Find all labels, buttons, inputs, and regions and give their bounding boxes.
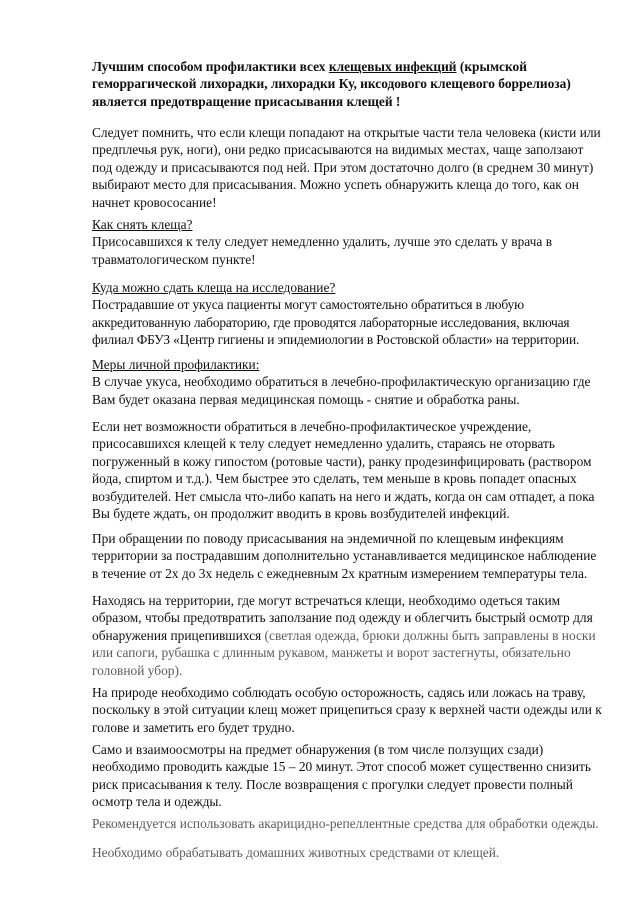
clothing-main-text: Находясь на территории, где могут встречаться клещи, необходимо одеться таким образом, чтобы предотвратить заползание под одежду и облегчить быстрый осмотр для обнаружения прицепившихся <box>92 593 593 643</box>
intro-paragraph <box>92 58 602 110</box>
nature-paragraph: На природе необходимо соблюдать особую осторожность, садясь или ложась на траву, поскольку в этой ситуации клещ может прицепиться сразу к верхней части одежды или к голове и заметить его будет трудно. <box>92 685 602 735</box>
repellent-paragraph: Рекомендуется использовать акарицидно-репеллентные средства для обработки одежды. <box>92 816 599 831</box>
attachment-paragraph: Следует помнить, что если клещи попадают на открытые части тела человека (кисти или предплечья рук, ноги), они редко присасываются на видимых местах, чаще заползают под одежду и присасываются под ней. При этом достаточно долго (в среднем 30 минут) выбирают место для присасывания. Можно успеть обнаружить клеща до того, как он начнет кровососание! <box>92 125 601 210</box>
intro-text-end: (крымской геморрагической лихорадки, лихорадки Ку, иксодового клещевого боррелиоза) является предотвращение присасывания клещей ! <box>92 59 571 109</box>
remove-tick-section <box>92 216 602 268</box>
clothing-note-text: (светлая одежда, брюки должны быть заправлены в носки или сапоги, рубашка с длинным рукавом, манжеты и ворот застегнуты, обязательно головной убор). <box>92 627 596 678</box>
remove-tick-text: Присосавшихся к телу следует немедленно удалить, лучше это сделать у врача в травматологическом пункте! <box>92 234 553 267</box>
remove-tick-heading: Как снять клеща? <box>92 217 193 232</box>
tick-infections-link[interactable]: клещевых инфекций <box>328 59 457 74</box>
lab-heading: Куда можно сдать клеща на исследование? <box>92 280 336 295</box>
observation-paragraph: При обращении по поводу присасывания на эндемичной по клещевым инфекциям территории за пострадавшим дополнительно устанавливается медицинское наблюдение в течение от 2х до 3х недель с ежедневным 2х кратным измерением температуры тела. <box>92 531 597 581</box>
lab-text: Пострадавшие от укуса пациенты могут самостоятельно обратиться в любую аккредитованную лабораторию, где проводятся лабораторные исследования, включая филиал ФБУЗ «Центр гигиены и эпидемиологии в Ростовской области» на территории. <box>92 297 580 348</box>
personal-prevention-section <box>92 356 602 408</box>
intro-text-start: Лучшим способом профилактики всех <box>92 59 329 74</box>
clothing-paragraph <box>92 592 602 679</box>
personal-prevention-heading: Меры личной профилактики: <box>92 357 260 372</box>
lab-section <box>92 279 602 349</box>
inspection-paragraph: Само и взаимоосмотры на предмет обнаружения (в том числе ползущих сзади) необходимо проводить каждые 15 – 20 минут. Этот способ может существенно снизить риск присасывания к телу. После возвращения с прогулки следует провести полный осмотр тела и одежды. <box>92 742 591 810</box>
pets-paragraph: Необходимо обрабатывать домашних животных средствами от клещей. <box>92 845 500 860</box>
personal-prevention-text: В случае укуса, необходимо обратиться в лечебно-профилактическую организацию где Вам будет оказана первая медицинская помощь - снятие и обработка раны. <box>92 374 591 407</box>
no-access-paragraph: Если нет возможности обратиться в лечебно-профилактическое учреждение, присосавшихся клещей к телу следует немедленно удалить, стараясь не оторвать погруженный в кожу гипостом (ротовые части), ранку продезинфицировать (раствором йода, спиртом и т.д.). Чем быстрее это сделать, тем меньше в кровь попадет опасных возбудителей. Нет смысла что-либо капать на него и ждать, когда он сам отпадет, а пока Вы будете ждать, он продолжит вводить в кровь возбудителей инфекций. <box>92 419 595 522</box>
